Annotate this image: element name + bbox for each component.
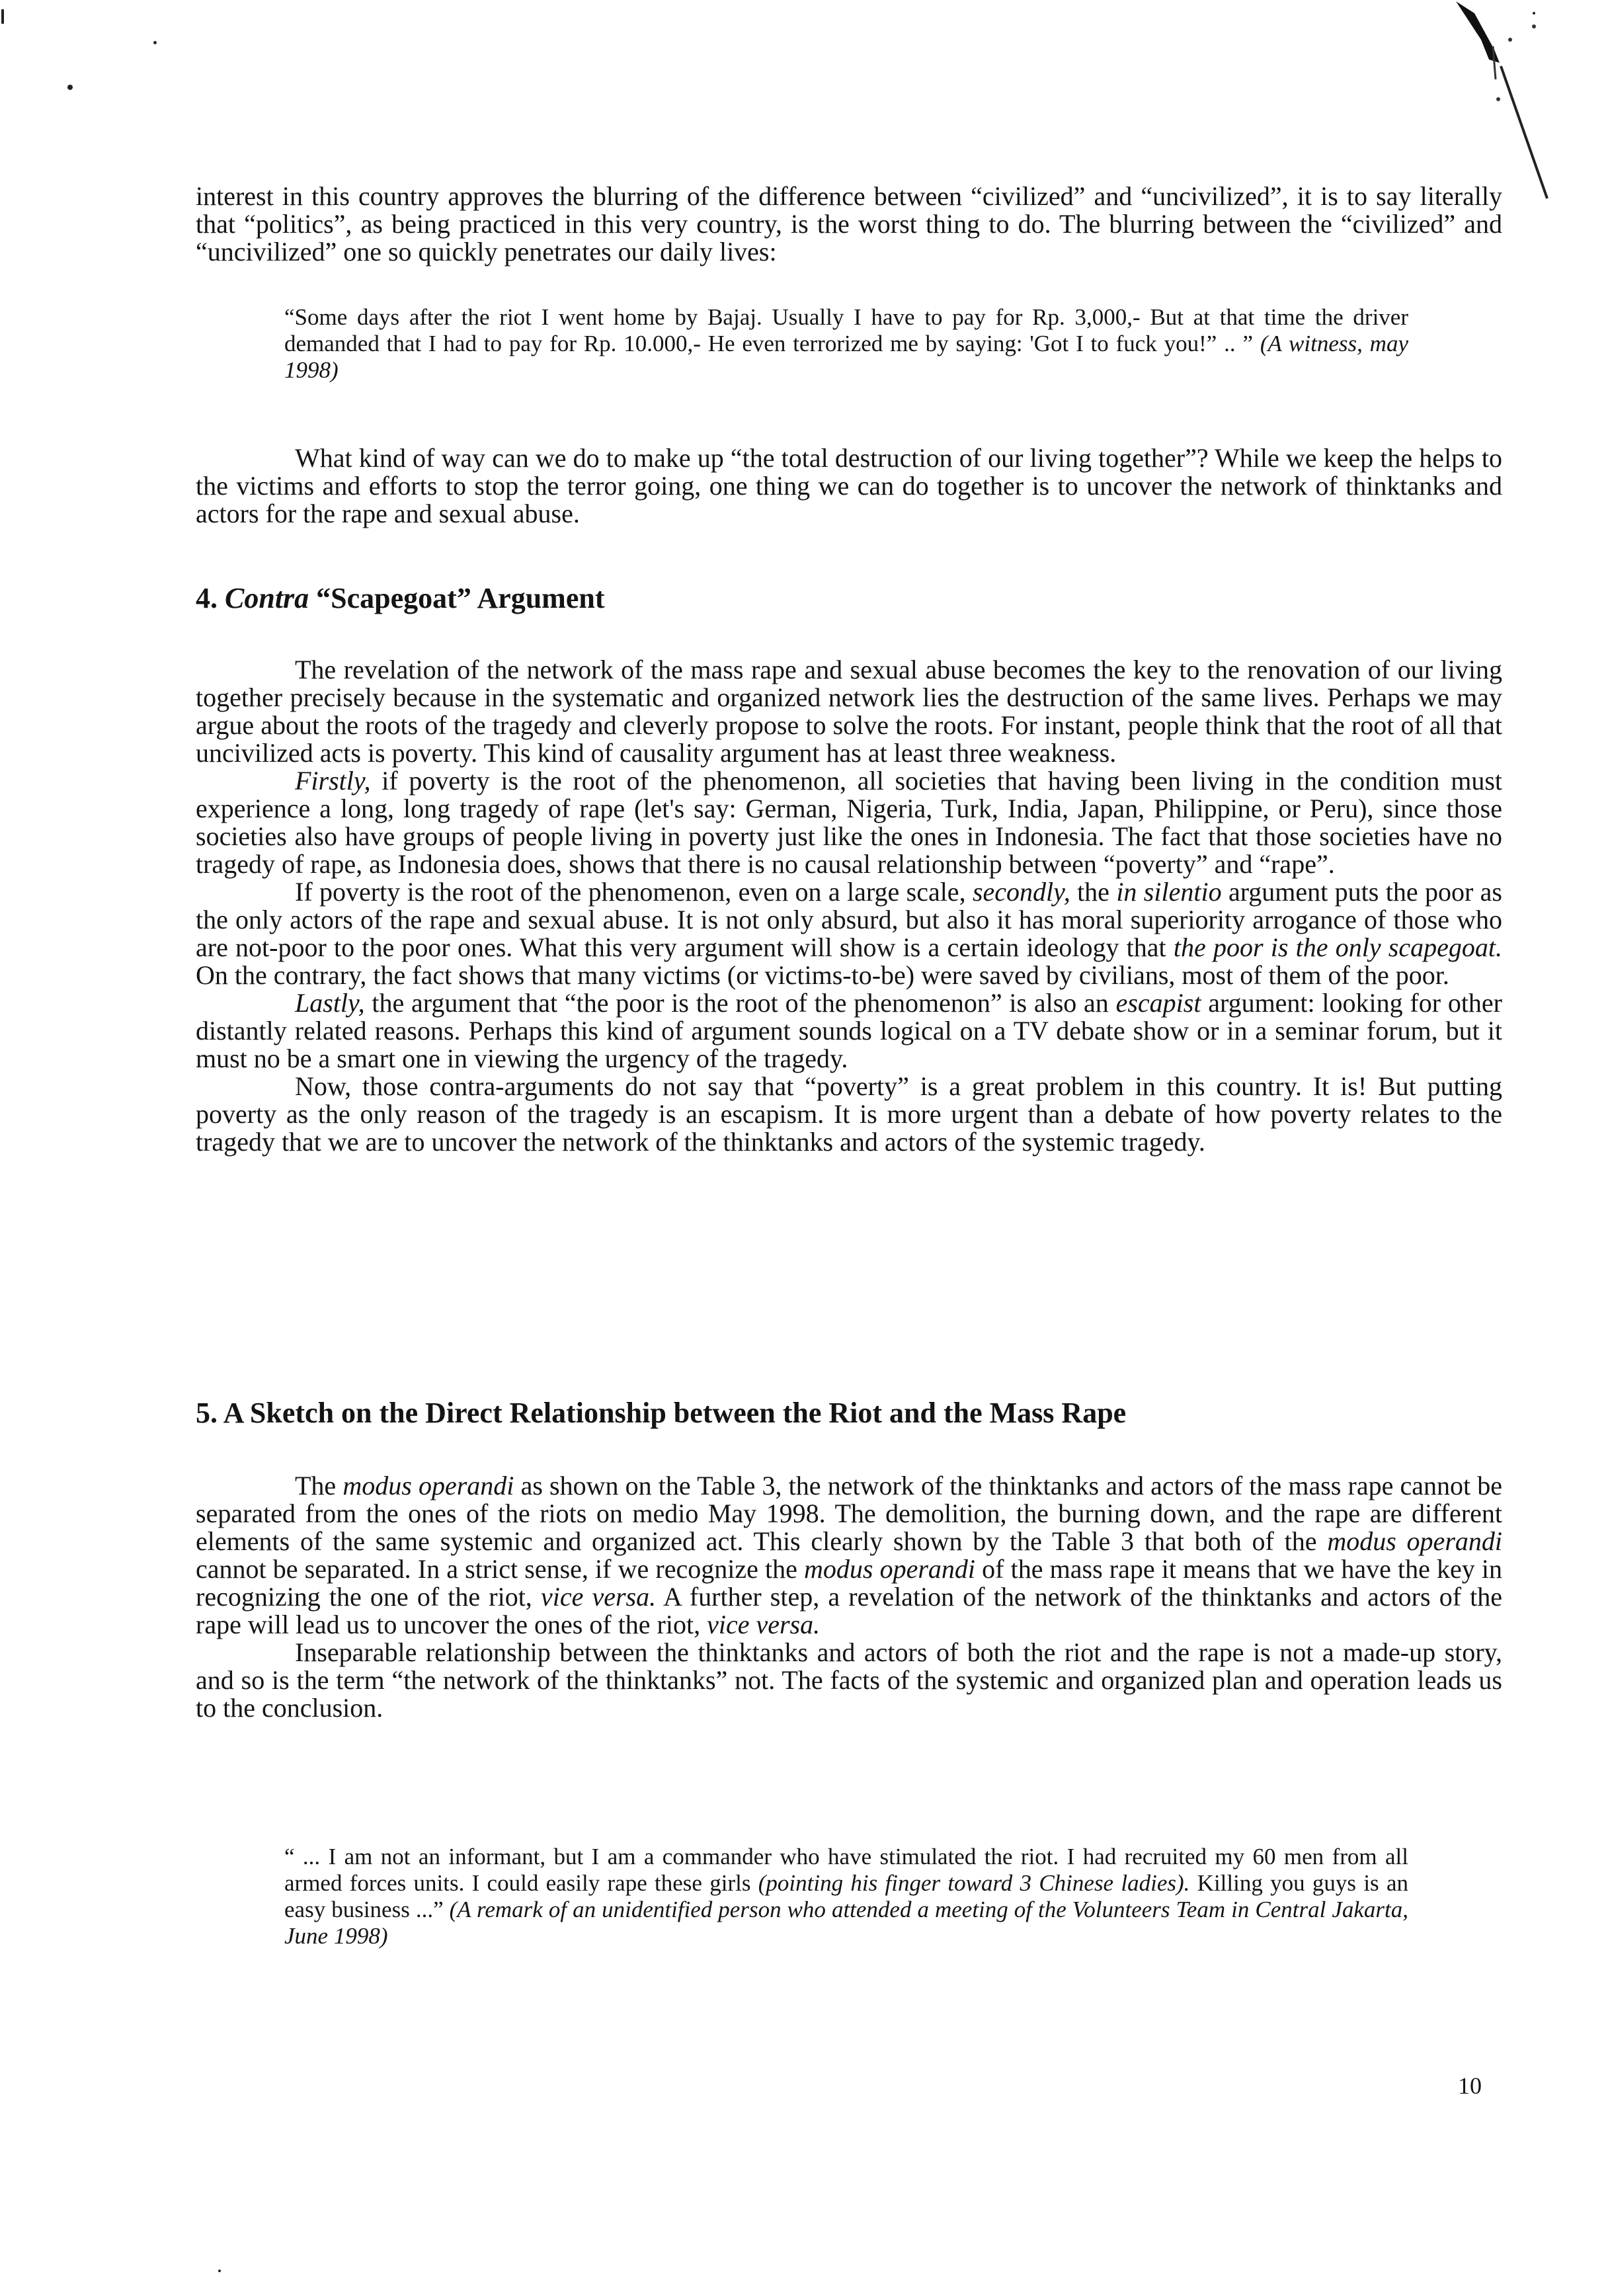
- scapegoat-phrase: the poor is the only scapegoat.: [1173, 932, 1502, 962]
- quote-1-source: (A witness, may 1998): [284, 331, 1408, 383]
- section-5-number: 5.: [196, 1397, 218, 1429]
- lastly-label: Lastly,: [295, 988, 365, 1018]
- p3-part-d: On the contrary, the fact shows that many victims (or victims-to-be) were saved by civilians, most of them of the poor.: [196, 960, 1449, 990]
- scan-speck: [1, 9, 4, 24]
- section-4-paragraph-1: The revelation of the network of the mass rape and sexual abuse becomes the key to the renovation of our living together precisely because in the systematic and organized network lies the destruction of the same lives. Perhaps we may argue about the roots of the tragedy and cleverly propose to solve the roots. For instant, people think that the root of all that uncivilized acts is poverty. This kind of causality argument has at least three weakness.: [196, 655, 1502, 768]
- section-5-body: [196, 1472, 1502, 1722]
- secondly-label: secondly,: [972, 877, 1070, 907]
- section-5-paragraph-1: [196, 1472, 1502, 1639]
- p4-part-a: the argument that “the poor is the root of the phenomenon” is also an: [364, 988, 1116, 1018]
- section-5-paragraph-2: Inseparable relationship between the thinktanks and actors of both the riot and the rape is not a made-up story, and so is the term “the network of the thinktanks” not. The facts of the systemic and organized plan and operation leads us to the conclusion.: [196, 1637, 1502, 1723]
- s5p1-part-b: as shown on the Table 3, the network of the thinktanks and actors of the mass rape cannot be separated from the ones of the riots on medio May 1998. The demolition, the burning down, and the rape are different elements of the same systemic and organized act. This clearly shown by the Table 3 that both of the: [196, 1471, 1503, 1556]
- section-4-body: [196, 656, 1502, 1156]
- quote-2-part-b: Killing you guys is an easy business ...”: [284, 1870, 1408, 1922]
- s5p1-part-a: The: [295, 1471, 343, 1500]
- section-4-paragraph-5: Now, those contra-arguments do not say that “poverty” is a great problem in this country. It is! But putting poverty as the only reason of the tragedy is an escapism. It is more urgent than a debate of how poverty relates to the tragedy that we are to uncover the network of the thinktanks and actors of the systemic tragedy.: [196, 1071, 1502, 1157]
- quote-2-part-a: “ ... I am not an informant, but I am a commander who have stimulated the riot. I had recruited my 60 men from all armed forces units. I could easily rape these girls: [284, 1844, 1408, 1896]
- section-5-title: A Sketch on the Direct Relationship between the Riot and the Mass Rape: [223, 1397, 1127, 1429]
- paragraph-2: [196, 444, 1502, 528]
- s5p1-part-e: A further step, a revelation of the network of the thinktanks and actors of the rape will lead us to uncover the ones of the riot,: [196, 1582, 1503, 1639]
- paragraph-2-text: What kind of way can we do to make up “the total destruction of our living together”? While we keep the helps to the victims and efforts to stop the terror going, one thing we can do together is to uncover the network of thinktanks and actors for the rape and sexual abuse.: [196, 443, 1502, 528]
- scan-speck: [67, 85, 73, 90]
- section-4-paragraph-2: [196, 767, 1502, 878]
- vice-versa-term: vice versa.: [707, 1610, 821, 1639]
- modus-operandi-term: modus operandi: [804, 1554, 976, 1584]
- section-4-paragraph-2-text: if poverty is the root of the phenomenon, all societies that having been living in the condition must experience a long, long tragedy of rape (let's say: German, Nigeria, Turk, India, Japan, Philippine, or Peru), since those societies also have groups of people living in poverty just like the ones in Indonesia. The fact that those societies have no tragedy of rape, as Indonesia does, shows that there is no causal relationship between “poverty” and “rape”.: [196, 766, 1502, 879]
- p3-part-c: argument puts the poor as the only actors of the rape and sexual abuse. It is not only absurd, but also it has moral superiority arrogance of those who are not-poor to the poor ones. What this very argument will show is a certain ideology that: [196, 877, 1502, 962]
- intro-paragraph: [196, 183, 1502, 266]
- scan-corner-mark: [1455, 0, 1574, 212]
- section-4-paragraph-3: [196, 878, 1502, 989]
- in-silentio-term: in silentio: [1116, 877, 1222, 907]
- witness-quote-1: [284, 304, 1408, 384]
- modus-operandi-term: modus operandi: [342, 1471, 514, 1500]
- section-4-number: 4.: [196, 582, 218, 614]
- section-4-heading: [196, 582, 604, 615]
- scan-speck: [153, 41, 157, 44]
- section-5-heading: [196, 1397, 1126, 1430]
- vice-versa-term: vice versa.: [540, 1582, 657, 1612]
- escapist-term: escapist: [1115, 988, 1201, 1018]
- section-4-title: “Scapegoat” Argument: [316, 582, 605, 614]
- section-4-paragraph-4: [196, 989, 1502, 1073]
- p4-part-b: argument: looking for other distantly related reasons. Perhaps this kind of argument sounds logical on a TV debate show or in a seminar forum, but it must no be a smart one in viewing the urgency of the tragedy.: [196, 988, 1503, 1073]
- p3-part-a: If poverty is the root of the phenomenon, even on a large scale,: [295, 877, 973, 907]
- page-number: 10: [1458, 2072, 1482, 2099]
- modus-operandi-term: modus operandi: [1327, 1526, 1502, 1556]
- section-4-title-italic: Contra: [225, 582, 309, 614]
- quote-2-source: (A remark of an unidentified person who attended a meeting of the Volunteers Team in Central Jakarta, June 1998): [284, 1897, 1408, 1949]
- quote-1-text: “Some days after the riot I went home by Bajaj. Usually I have to pay for Rp. 3,000,- But at that time the driver demanded that I had to pay for Rp. 10.000,- He even terrorized me by saying: 'Got I to fuck you!” .. ”: [284, 304, 1408, 356]
- quote-2-stage-direction: (pointing his finger toward 3 Chinese ladies).: [758, 1870, 1190, 1896]
- p3-part-b: the: [1070, 877, 1117, 907]
- intro-text: interest in this country approves the blurring of the difference between “civilized” and “uncivilized”, it is to say literally that “politics”, as being practiced in this very country, is the worst thing to do. The blurring between the “civilized” and “uncivilized” one so quickly penetrates our daily lives:: [196, 181, 1502, 266]
- commander-quote: [284, 1844, 1408, 1949]
- scan-speck: [218, 2270, 221, 2272]
- firstly-label: Firstly,: [295, 766, 371, 796]
- s5p1-part-c: cannot be separated. In a strict sense, if we recognize the: [196, 1554, 805, 1584]
- s5p1-part-d: of the mass rape it means that we have the key in recognizing the one of the riot,: [196, 1554, 1503, 1612]
